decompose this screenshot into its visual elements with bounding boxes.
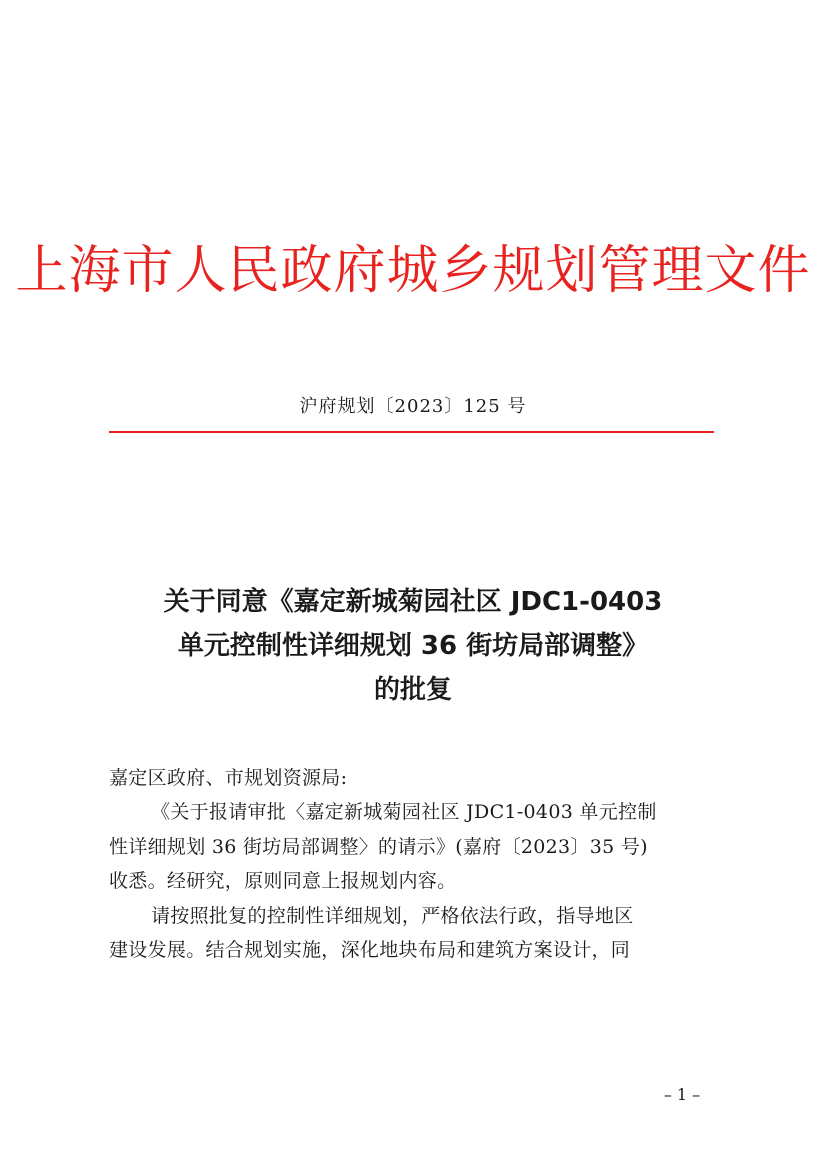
header-divider [109, 431, 714, 433]
paragraph-line: 《关于报请审批〈嘉定新城菊园社区 JDC1-0403 单元控制 [151, 801, 657, 824]
document-header-title: 上海市人民政府城乡规划管理文件 [15, 241, 811, 301]
subject-line: 的批复 [373, 675, 452, 705]
subject-line: 单元控制性详细规划 36 街坊局部调整》 [177, 631, 649, 661]
subject-line: 关于同意《嘉定新城菊园社区 JDC1-0403 [163, 587, 663, 617]
document-subject [0, 580, 826, 712]
document-number: 沪府规划〔2023〕125 号 [299, 396, 527, 417]
page-number: – 1 – [663, 1085, 701, 1104]
addressee: 嘉定区政府、市规划资源局: [109, 767, 348, 789]
paragraph-line: 性详细规划 36 街坊局部调整〉的请示》(嘉府〔2023〕35 号) [109, 835, 648, 858]
paragraph-line: 收悉。经研究，原则同意上报规划内容。 [109, 870, 457, 893]
document-body [109, 761, 714, 967]
paragraph-line: 请按照批复的控制性详细规划，严格依法行政，指导地区 [151, 904, 634, 927]
paragraph-line: 建设发展。结合规划实施，深化地块布局和建筑方案设计，同 [109, 939, 631, 962]
